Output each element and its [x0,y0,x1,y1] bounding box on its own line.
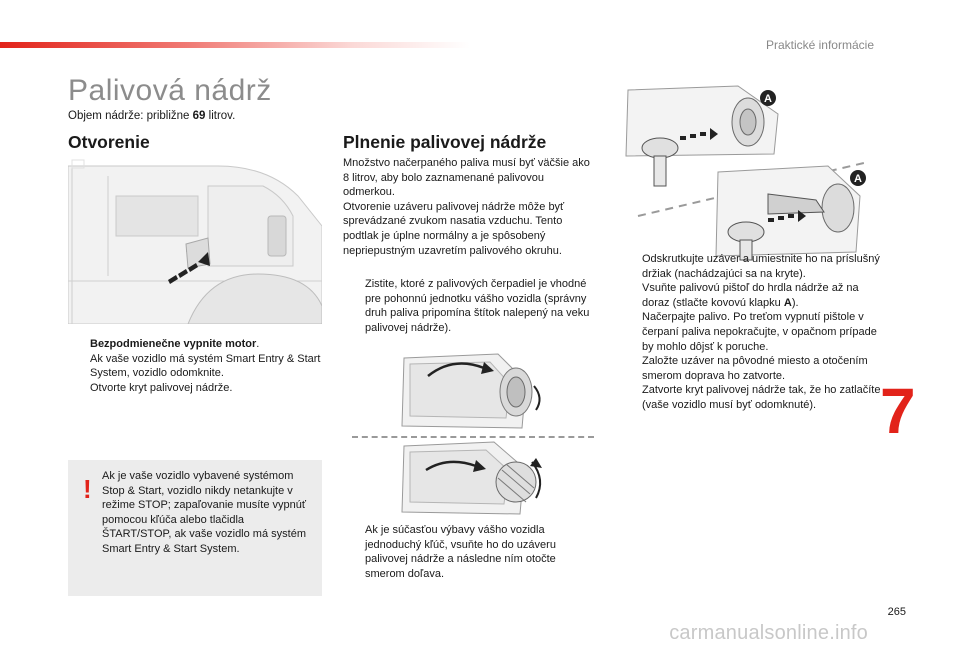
warning-box [68,460,322,596]
label-a-top: A [764,93,772,105]
list-item-text: Založte uzáver na pôvodné miesto a otočením smerom doprava ho zatvorte. [642,355,868,382]
page-title: Palivová nádrž [68,74,272,107]
filling-heading: Plnenie palivovej nádrže [343,132,547,152]
list-item-text: Vsuňte palivovú pištoľ do hrdla nádrže až na doraz (stlačte kovovú klapku [642,282,859,309]
list-item-text: Odskrutkujte uzáver a umiestnite ho na príslušný držiak (nachádzajúci sa na kryte). [642,253,880,280]
page-number: 265 [887,606,906,618]
capacity-value: 69 [192,110,206,122]
list-item-text: Zistite, ktoré z palivových čerpadiel je vhodné pre pohonnú jednotku vášho vozidla (správny druh paliva pripomína štítok nalepený na veku palivovej nádrže). [365,278,590,334]
warning-icon: ! [83,474,92,504]
refuel-steps [620,252,882,413]
opening-heading: Otvorenie [68,132,150,152]
list-item [68,337,322,352]
opening-steps [68,337,322,395]
chapter-number: 7 [880,375,916,447]
watermark: carmanualsonline.info [669,622,868,644]
list-item [68,352,322,381]
list-item-text: Ak vaše vozidlo má systém Smart Entry & Start System, vozidlo odomknite. [90,352,321,380]
list-item-text: Ak je súčasťou výbavy vášho vozidla jednoduchý kľúč, vsuňte ho do uzáveru palivovej nádrže a následne ním otočte smerom doľava. [365,524,556,580]
list-item [620,252,882,281]
list-item-text: Načerpajte palivo. Po treťom vypnutí pištole v čerpaní paliva nepokračujte, v opačnom prípade by mohlo dôjsť k poruche. [642,311,877,353]
list-item-bold: A [783,296,792,309]
label-a-bottom: A [854,173,862,185]
list-item [620,383,882,412]
capacity-prefix: Objem nádrže: približne [68,110,193,122]
list-item [620,354,882,383]
list-item-bold: Bezpodmienečne vypnite motor [90,338,257,350]
list-item-text: . [256,338,260,350]
list-item-text: Zatvorte kryt palivovej nádrže tak, že ho zatlačíte (vaše vozidlo musí byť odomknuté). [642,384,881,411]
list-item [343,523,593,581]
warning-text: Ak je vaše vozidlo vybavené systémom Stop & Start, vozidlo nikdy netankujte v režime STOP; zapaľovanie musíte vypnúť pomocou kľúča alebo tlačidla ŠTART/STOP, ak vaše vozidlo má systém Smart Entry & Start System. [102,470,306,555]
filling-intro [343,156,593,258]
list-item-tail: ). [791,296,799,309]
section-title: Praktické informácie [765,38,874,52]
filling-para-2: Otvorenie uzáveru palivovej nádrže môže byť sprevádzané zvukom nasatia vzduchu. Tento podtlak je úplne normálny a je spôsobený nepriepustným uzavretím palivového okruhu. [343,200,565,257]
list-item [620,310,882,354]
list-item-text: Otvorte kryt palivovej nádrže. [90,381,233,394]
list-item [620,281,882,310]
list-item [343,277,593,335]
header-accent-bar [0,42,470,48]
van-side-illustration [68,156,322,324]
key-step [343,523,593,581]
cap-unscrew-illustration [398,352,548,432]
cap-key-illustration [398,440,548,518]
refuel-nozzle-illustration [618,84,878,264]
capacity-suffix: litrov. [205,110,236,122]
step-divider [352,436,594,438]
tank-capacity [68,110,235,122]
filling-para-1: Množstvo načerpaného paliva musí byť väčšie ako 8 litrov, aby bolo zaznamenané palivovou odmerkou. [343,157,590,199]
list-item [68,381,322,396]
fuel-check-step [343,277,593,335]
